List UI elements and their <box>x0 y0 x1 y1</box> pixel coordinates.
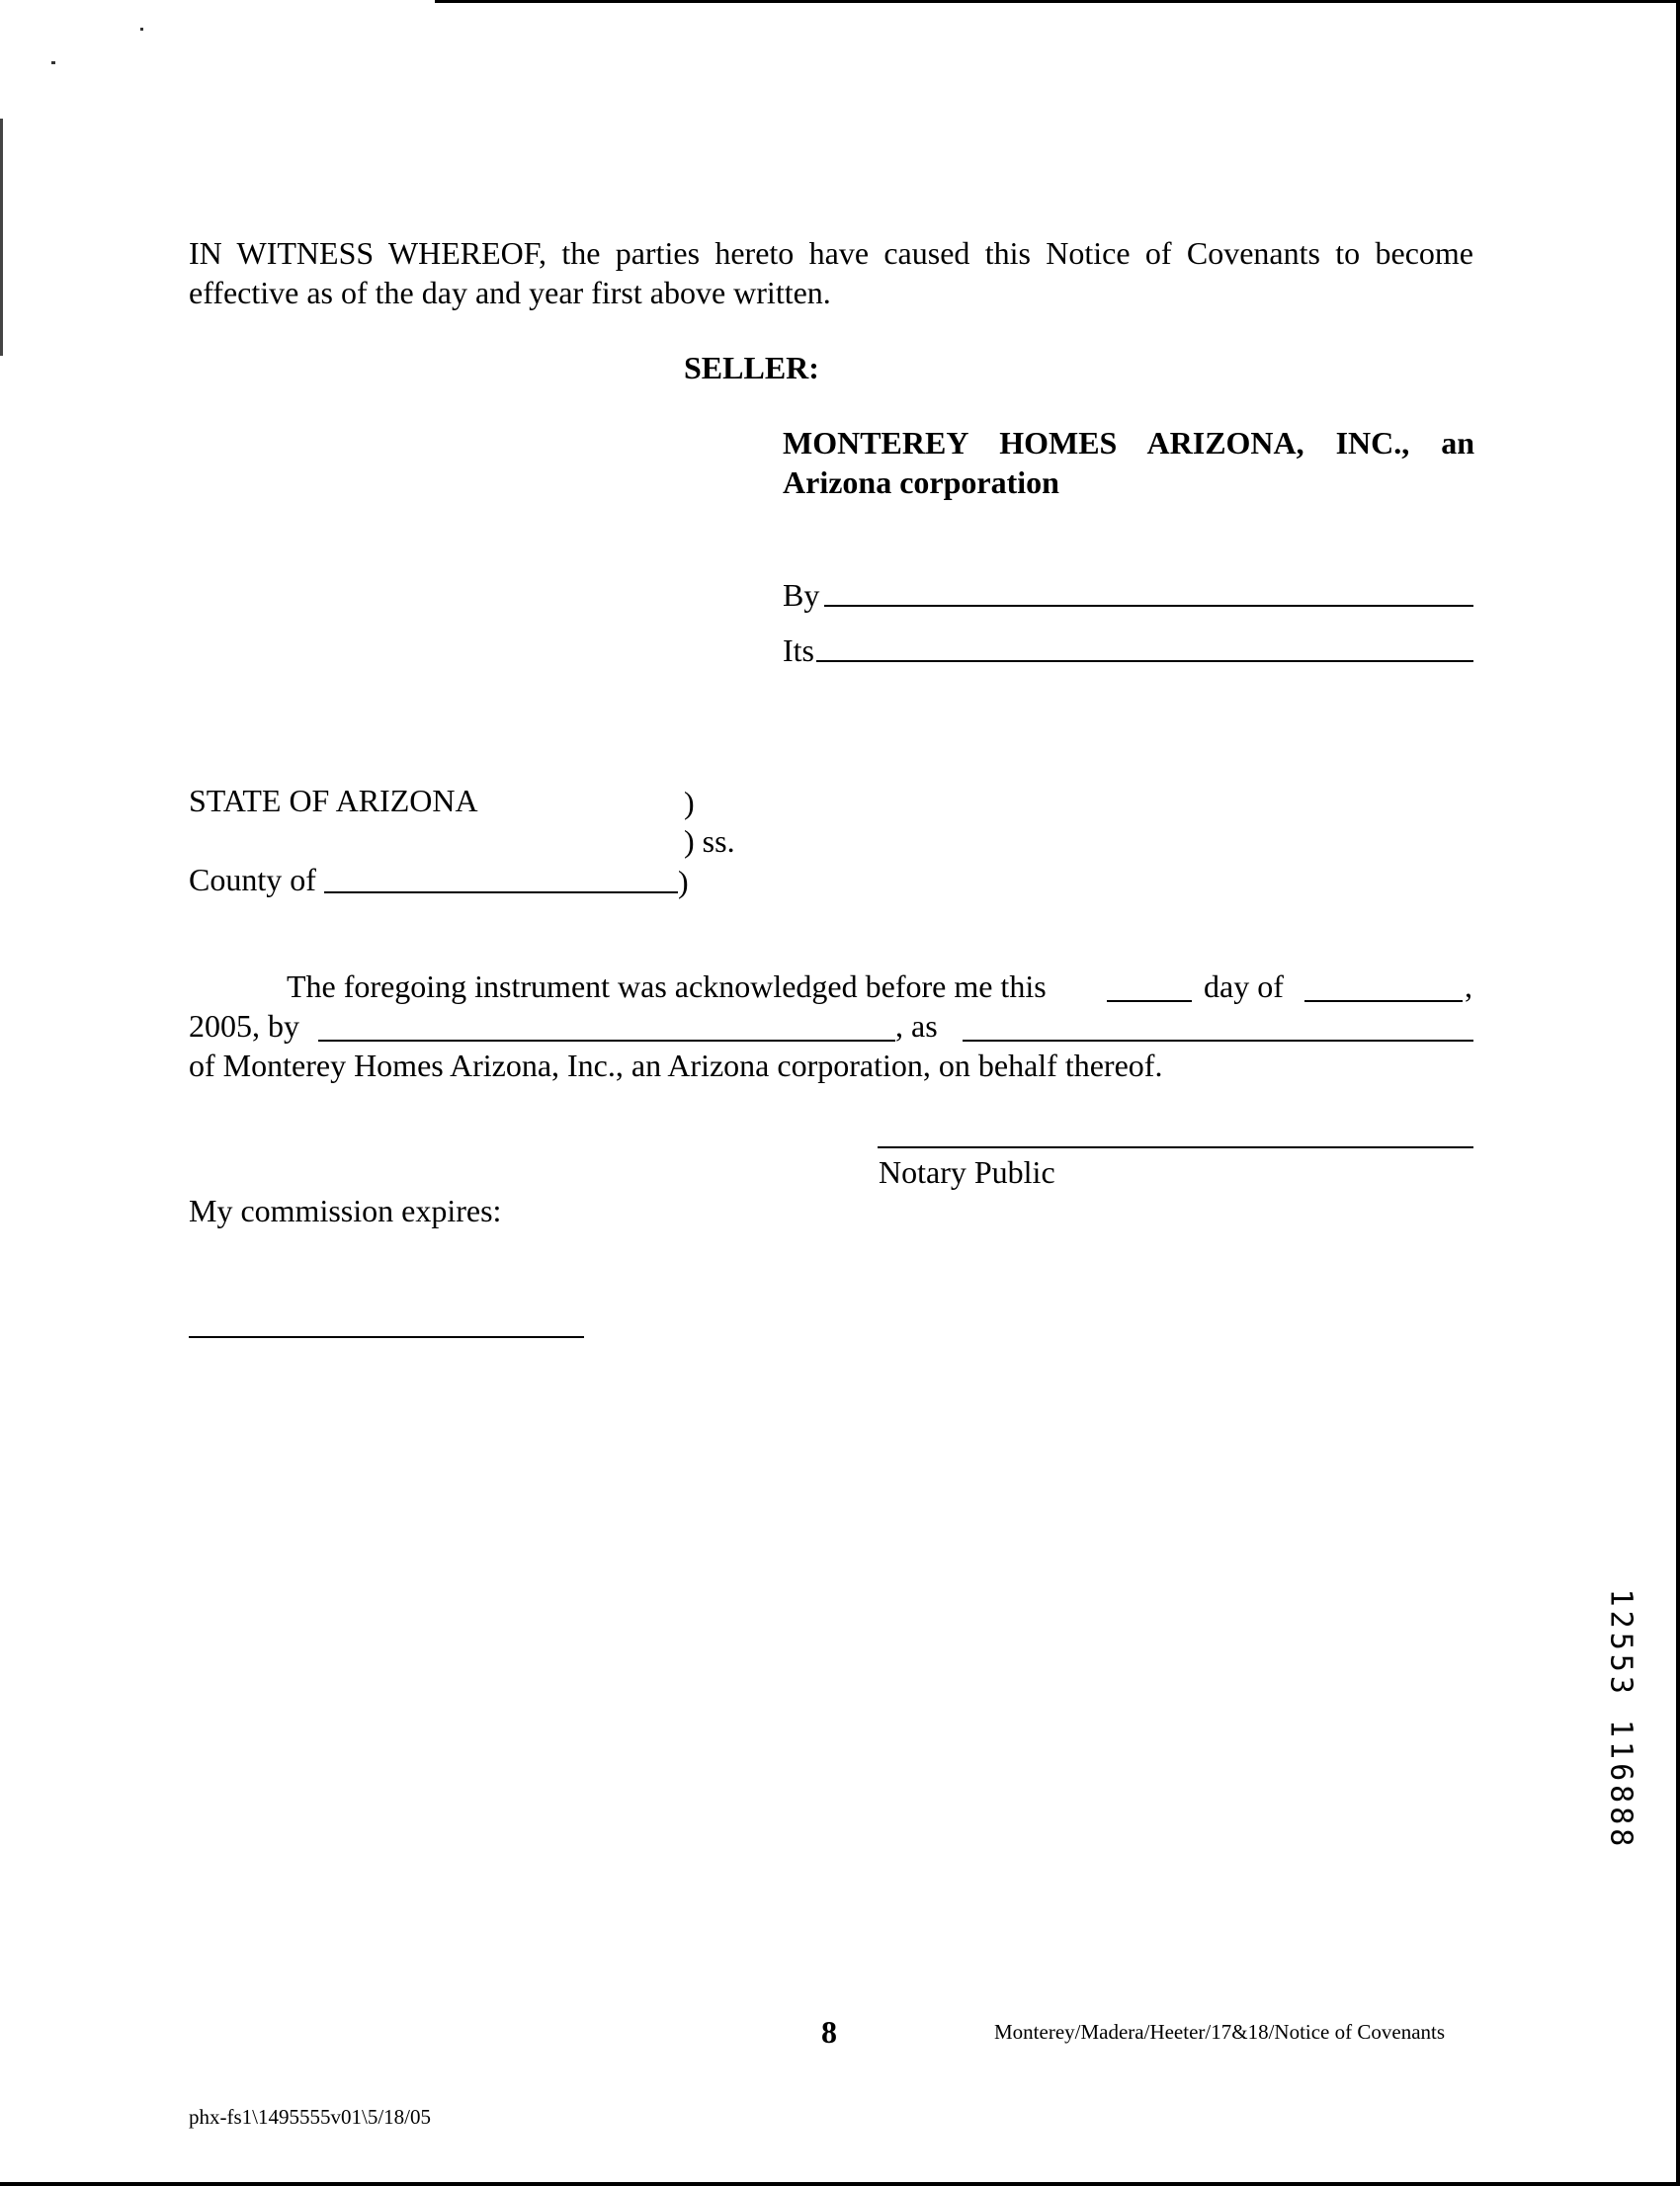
ack-dayof-text: day of <box>1204 968 1284 1004</box>
ack-comma: , <box>1465 968 1472 1004</box>
scan-speck <box>51 61 55 64</box>
scan-border-top <box>435 0 1680 3</box>
filing-number-stamp <box>1591 1581 1650 1858</box>
county-label: County of <box>189 862 316 897</box>
state-label: STATE OF ARIZONA <box>189 783 478 818</box>
county-line[interactable] <box>324 891 678 893</box>
ack-line3-text: of Monterey Homes Arizona, Inc., an Arizona corporation, on behalf thereof. <box>189 1048 1163 1083</box>
its-label: Its <box>783 632 814 668</box>
scan-speck <box>140 28 143 31</box>
commission-label: My commission expires: <box>189 1193 502 1228</box>
ack-as-line[interactable] <box>963 1040 1473 1042</box>
seller-company-line2: Arizona corporation <box>783 464 1059 500</box>
seller-company-line1: MONTEREY HOMES ARIZONA, INC., an <box>783 425 1474 461</box>
venue-paren-ss: ) ss. <box>684 823 735 859</box>
witness-paragraph: IN WITNESS WHEREOF, the parties hereto have caused this Notice of Covenants to become effective as of the day and year first above written. <box>189 235 1473 310</box>
ack-line1-text: The foregoing instrument was acknowledged before me this <box>287 968 1047 1004</box>
venue-paren-1: ) <box>684 785 695 820</box>
by-label: By <box>783 577 820 613</box>
by-signature-line[interactable] <box>824 605 1473 607</box>
file-reference: phx-fs1\1495555v01\5/18/05 <box>189 2105 431 2129</box>
notary-signature-line[interactable] <box>878 1146 1473 1148</box>
ack-day-line[interactable] <box>1107 1000 1192 1002</box>
scan-border-right <box>1676 0 1680 2186</box>
venue-paren-3: ) <box>678 864 689 899</box>
ack-as-text: , as <box>895 1008 938 1044</box>
commission-date-line[interactable] <box>189 1336 584 1338</box>
filing-number-text: 12553 116888 <box>1603 1588 1638 1851</box>
page-number: 8 <box>821 2014 837 2050</box>
seller-heading: SELLER: <box>684 350 819 385</box>
ack-by-line[interactable] <box>318 1040 895 1042</box>
notary-label: Notary Public <box>879 1154 1055 1190</box>
ack-year-by-text: 2005, by <box>189 1008 299 1044</box>
document-reference: Monterey/Madera/Heeter/17&18/Notice of Covenants <box>994 2020 1446 2044</box>
scan-border-bottom <box>0 2182 1680 2186</box>
its-title-line[interactable] <box>816 660 1473 662</box>
ack-month-line[interactable] <box>1304 1000 1463 1002</box>
scan-border-left <box>0 119 3 356</box>
